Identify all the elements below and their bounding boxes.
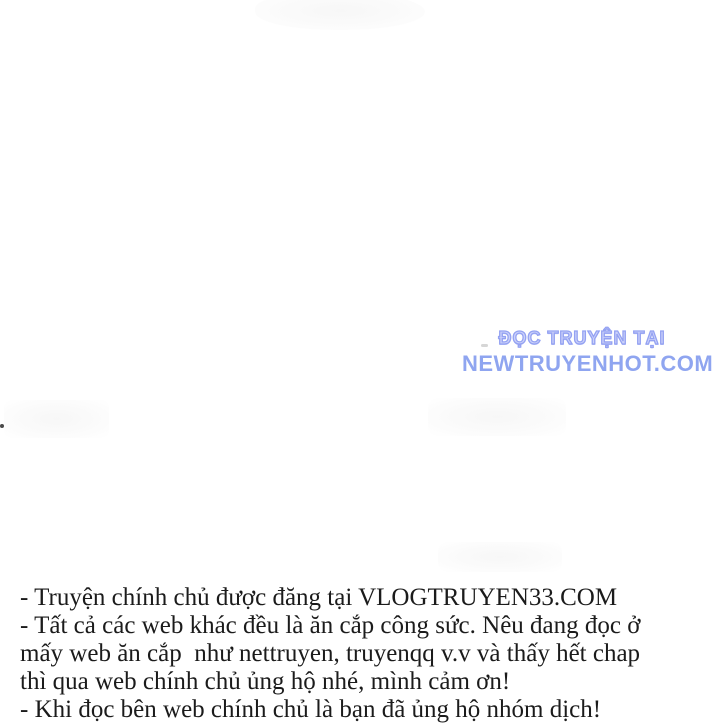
faded-artifact-lower [438, 542, 562, 572]
notice-line-3: mấy web ăn cắp như nettruyen, truyenqq v.v và thấy hết chap [20, 640, 641, 667]
faded-artifact-left [4, 400, 109, 438]
watermark-tagline: ĐỌC TRUYỆN TẠI [498, 328, 666, 348]
faded-artifact-middle [428, 398, 566, 436]
notice-line-2: - Tất cả các web khác đều là ăn cắp công sức. Nêu đang đọc ở [20, 612, 641, 639]
site-watermark [462, 328, 713, 377]
notice-line-4: thì qua web chính chủ ủng hộ nhé, mình cảm ơn! [20, 668, 511, 695]
ink-speck [0, 424, 4, 428]
notice-line-clipped: - Khi đọc bên web chính chủ là bạn đã ủng hộ nhóm dịch! [20, 696, 602, 723]
translator-notice [20, 584, 704, 724]
faded-artifact-top [255, 0, 425, 30]
notice-line-1: - Truyện chính chủ được đăng tại VLOGTRUYEN33.COM [20, 584, 618, 611]
watermark-sitename: NEWTRUYENHOT.COM [462, 351, 713, 376]
